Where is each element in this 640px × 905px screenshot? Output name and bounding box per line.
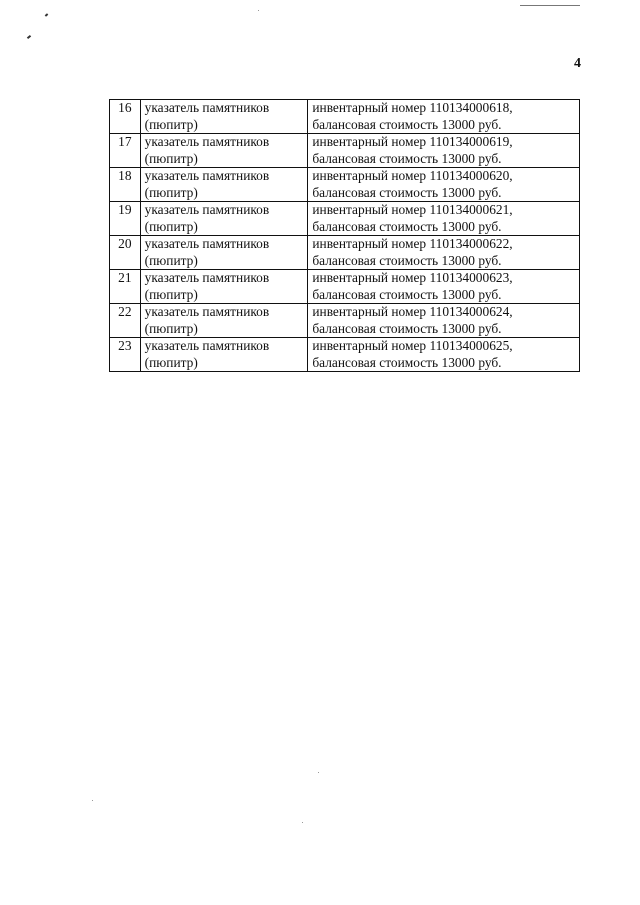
item-description-cell (308, 134, 580, 168)
item-name-line: указатель памятников (144, 270, 270, 285)
row-number-cell: 16 (110, 100, 141, 134)
scan-artifact (258, 10, 259, 11)
item-description-cell (308, 304, 580, 338)
item-name-line: (пюпитр) (144, 252, 198, 268)
inventory-number-line: инвентарный номер 110134000621, (312, 202, 513, 217)
item-name-line: указатель памятников (144, 338, 270, 353)
table-row (110, 304, 580, 338)
item-description-cell (308, 270, 580, 304)
item-name-cell (140, 100, 308, 134)
row-number-cell: 19 (110, 202, 141, 236)
scan-artifact (92, 800, 93, 801)
scan-artifact (302, 822, 303, 823)
item-name-line: указатель памятников (144, 168, 270, 183)
item-name-cell (140, 134, 308, 168)
item-name-line: (пюпитр) (144, 150, 198, 166)
row-number-cell: 20 (110, 236, 141, 270)
table-row (110, 134, 580, 168)
table-row (110, 236, 580, 270)
table-row (110, 202, 580, 236)
item-description-cell (308, 338, 580, 372)
scan-artifact (520, 5, 580, 6)
item-name-line: указатель памятников (144, 304, 270, 319)
balance-cost-line: балансовая стоимость 13000 руб. (312, 354, 502, 370)
inventory-number-line: инвентарный номер 110134000623, (312, 270, 513, 285)
balance-cost-line: балансовая стоимость 13000 руб. (312, 150, 502, 166)
table-row (110, 100, 580, 134)
item-name-line: (пюпитр) (144, 354, 198, 370)
item-name-line: (пюпитр) (144, 218, 198, 234)
scan-artifact (45, 13, 49, 16)
row-number-cell: 21 (110, 270, 141, 304)
row-number-cell: 23 (110, 338, 141, 372)
scan-artifact (318, 772, 319, 773)
item-description-cell (308, 168, 580, 202)
item-name-line: (пюпитр) (144, 320, 198, 336)
item-name-cell (140, 236, 308, 270)
row-number-cell: 17 (110, 134, 141, 168)
row-number-cell: 22 (110, 304, 141, 338)
balance-cost-line: балансовая стоимость 13000 руб. (312, 116, 502, 132)
table-row (110, 338, 580, 372)
balance-cost-line: балансовая стоимость 13000 руб. (312, 320, 502, 336)
inventory-number-line: инвентарный номер 110134000620, (312, 168, 513, 183)
item-name-cell (140, 304, 308, 338)
item-name-line: (пюпитр) (144, 286, 198, 302)
scan-artifact (27, 35, 31, 39)
inventory-number-line: инвентарный номер 110134000618, (312, 100, 513, 115)
inventory-number-line: инвентарный номер 110134000624, (312, 304, 513, 319)
item-description-cell (308, 236, 580, 270)
inventory-table (109, 99, 580, 372)
item-name-line: указатель памятников (144, 236, 270, 251)
item-name-line: указатель памятников (144, 202, 270, 217)
row-number-cell: 18 (110, 168, 141, 202)
balance-cost-line: балансовая стоимость 13000 руб. (312, 286, 502, 302)
item-name-cell (140, 168, 308, 202)
inventory-number-line: инвентарный номер 110134000622, (312, 236, 513, 251)
inventory-number-line: инвентарный номер 110134000625, (312, 338, 513, 353)
balance-cost-line: балансовая стоимость 13000 руб. (312, 218, 502, 234)
inventory-number-line: инвентарный номер 110134000619, (312, 134, 513, 149)
item-description-cell (308, 202, 580, 236)
item-name-cell (140, 202, 308, 236)
item-name-line: указатель памятников (144, 100, 270, 115)
table-row (110, 168, 580, 202)
table-row (110, 270, 580, 304)
inventory-table-body (110, 100, 580, 372)
item-name-cell (140, 270, 308, 304)
item-description-cell (308, 100, 580, 134)
balance-cost-line: балансовая стоимость 13000 руб. (312, 252, 502, 268)
item-name-line: (пюпитр) (144, 116, 198, 132)
balance-cost-line: балансовая стоимость 13000 руб. (312, 184, 502, 200)
item-name-line: указатель памятников (144, 134, 270, 149)
item-name-line: (пюпитр) (144, 184, 198, 200)
page-number: 4 (574, 56, 581, 71)
item-name-cell (140, 338, 308, 372)
